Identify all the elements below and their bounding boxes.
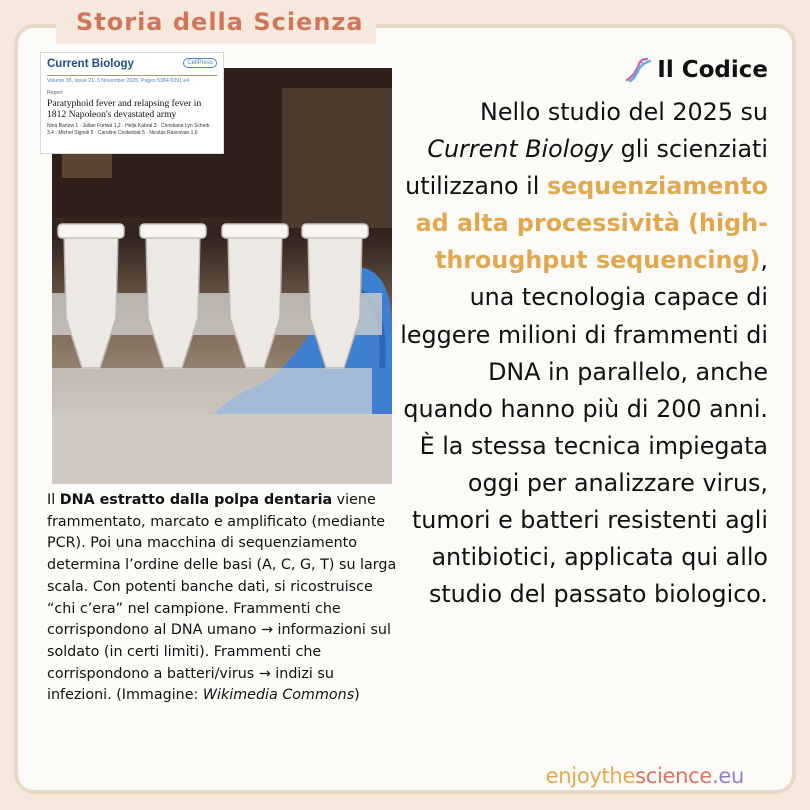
section-title: Il Codice: [657, 57, 768, 83]
article-type: Report: [47, 90, 63, 96]
image-caption: [47, 490, 397, 707]
body-text-1: Nello studio del 2025 su: [480, 98, 768, 126]
journal-divider: [47, 75, 217, 76]
footer-part-2: science: [635, 764, 712, 788]
body-journal-name: Current Biology: [427, 135, 614, 164]
body-text-3: , una tecnologia capace di leggere milioni di frammenti di DNA in parallelo, anche quando hanno più di 200 anni. È la stessa tecnica impiegata oggi per analizzare virus, tumori e batteri resistenti agli antibiotici, applicata qui allo studio del passato biologico.: [400, 246, 768, 609]
caption-text-1: Il: [47, 492, 60, 508]
publisher-logo: CellPress: [183, 58, 217, 68]
caption-italic: Wikimedia Commons: [202, 687, 355, 704]
caption-text-3: ): [354, 687, 360, 704]
journal-thumbnail: [40, 52, 224, 154]
paper-title: Paratyphoid fever and relapsing fever in 1812 Napoleon's devastated army: [47, 98, 202, 121]
body-highlight: sequenziamento ad alta processività (high-throughput sequencing): [415, 172, 768, 275]
body-paragraph: [398, 94, 768, 613]
paper-authors: Nina Barlow 1 · Julian Furtwä 1,2 · Helja Kabral 3 · Christiana Lyn Scheib 3,4 · Michel Signoli 5 · Caroline Costedoat 5 · Nicolás Rascovan 1,6: [47, 123, 210, 137]
caption-bold: DNA estratto dalla polpa dentaria: [59, 492, 333, 508]
section-heading: [623, 56, 768, 84]
footer-part-3: .eu: [711, 764, 744, 788]
page-title: Storia della Scienza: [76, 8, 364, 36]
website-footer[interactable]: [546, 764, 744, 788]
caption-text-2: viene frammentato, marcato e amplificato (mediante PCR). Poi una macchina di sequenziamento determina l’ordine delle basi (A, C, G, T) su larga scala. Con potenti banche dati, si ricostruisce “chi c’era” nel campione. Frammenti che corrispondono al DNA umano → informazioni sul soldato (in certi limiti). Frammenti che corrispondono a batteri/virus → indizi su infezioni. (Immagine:: [47, 492, 397, 704]
dna-icon: [623, 56, 651, 84]
journal-meta: Volume 35, Issue 21, 3 November 2025, Pages 5384-5391.e4: [47, 78, 190, 84]
footer-part-1: enjoythe: [545, 764, 636, 788]
body-text-2: gli scienziati utilizzano il: [405, 135, 768, 201]
journal-name: Current Biology: [47, 58, 134, 70]
